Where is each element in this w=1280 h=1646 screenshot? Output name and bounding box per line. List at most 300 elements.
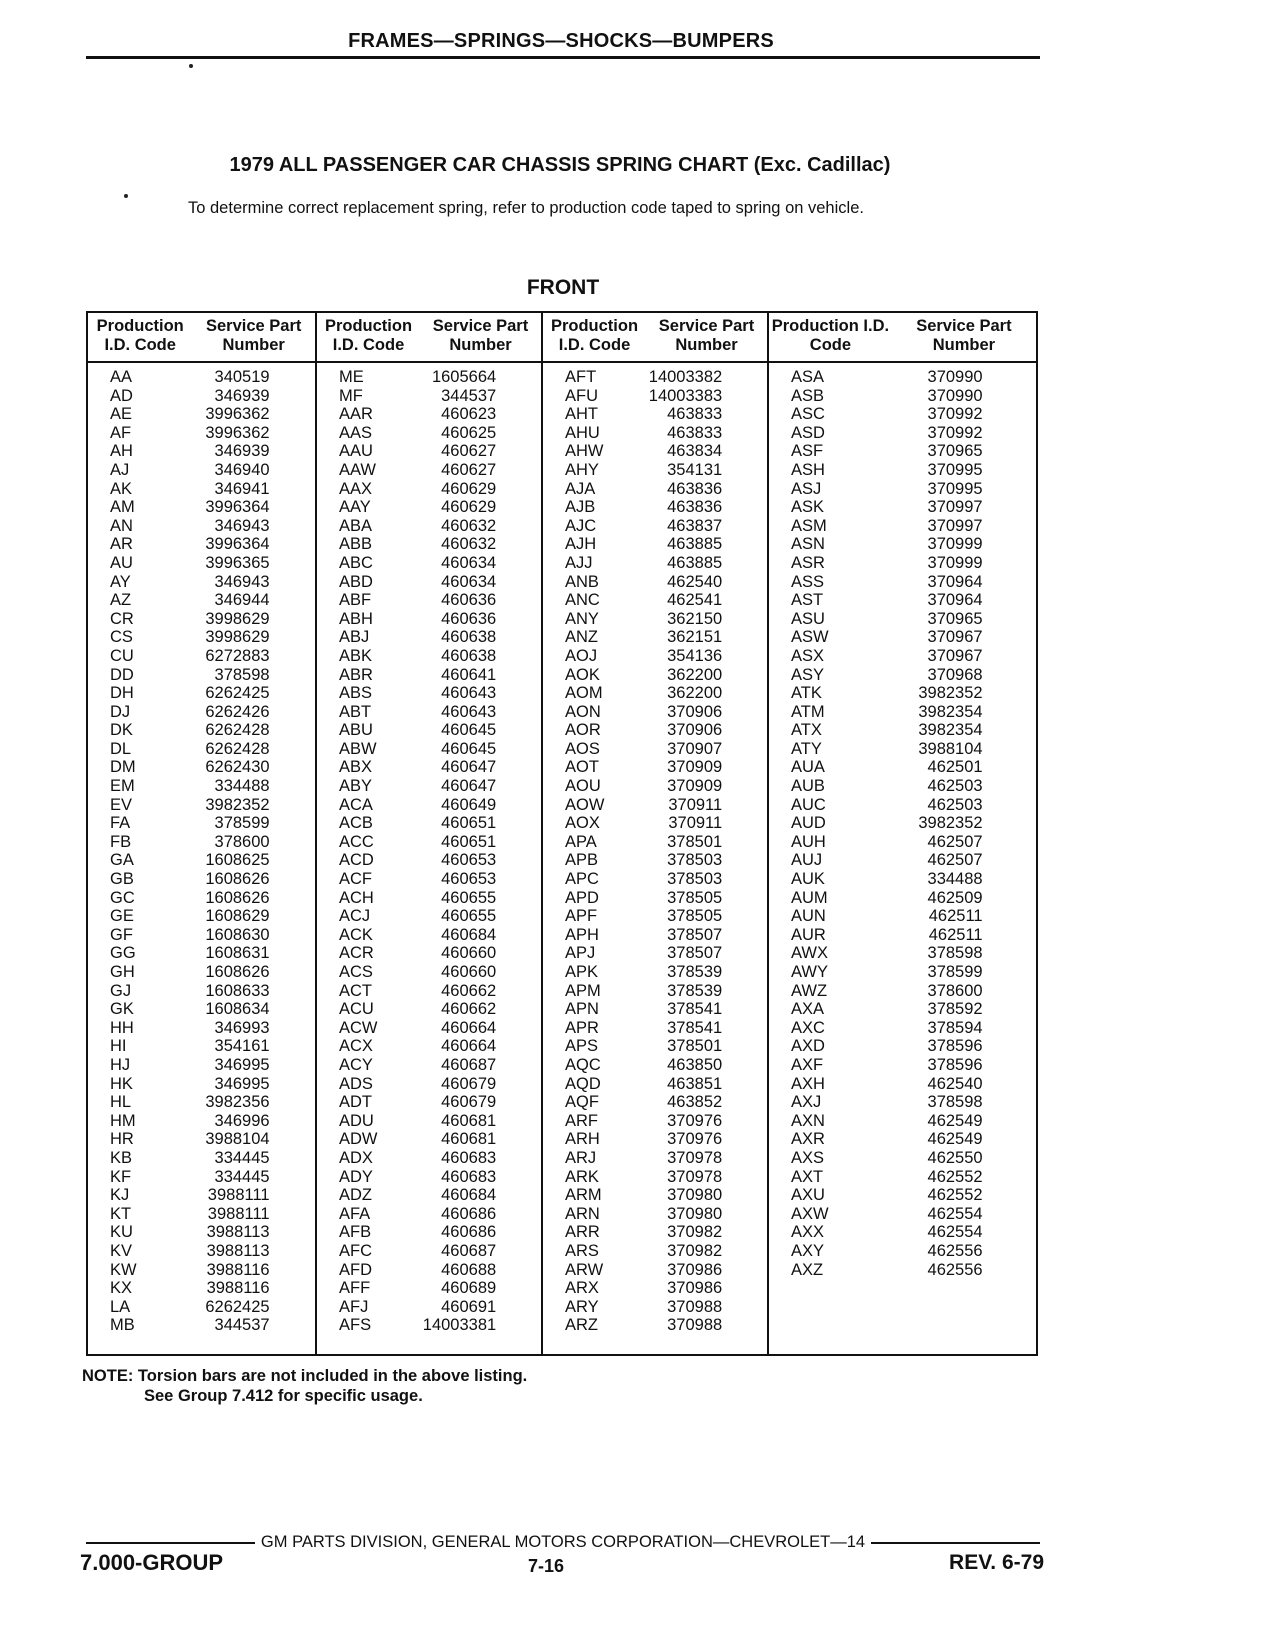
table-row [88,870,315,889]
service-part-number: 462509 [927,888,983,907]
table-row [88,1149,315,1168]
production-code: APR [565,1018,599,1037]
production-code: ADW [339,1130,378,1149]
production-code: CS [110,628,133,647]
table-row [88,1130,315,1149]
production-code: ASX [791,646,825,665]
production-code: AOM [565,684,603,703]
service-part-number: 460643 [441,702,497,721]
production-code: AWY [791,963,828,981]
service-part-number: 460625 [441,423,497,442]
service-part-number: 346939 [214,386,270,405]
production-code: APM [565,981,601,1000]
production-code: AXD [791,1037,825,1056]
table-row [543,405,767,424]
service-part-number: 460629 [441,498,497,517]
service-part-number: 14003381 [422,1316,497,1335]
production-code: ABC [339,553,373,572]
table-row [88,424,315,443]
production-code: AST [791,591,824,610]
table-row [88,944,315,963]
header-service-part: Service Part Number [432,317,529,354]
header-production-code: Production I.D. Code [771,317,890,354]
table-row [317,1223,541,1242]
service-part-number: 378598 [927,1093,983,1112]
production-code: CU [110,646,134,665]
production-code: APF [565,907,598,926]
service-part-number: 460683 [441,1167,497,1186]
service-part-number: 370992 [927,423,983,442]
service-part-number: 362200 [667,684,723,703]
service-part-number: 346995 [214,1074,270,1093]
table-row [543,833,767,852]
service-part-number: 3988113 [206,1241,270,1260]
service-part-number: 460645 [441,739,497,758]
table-row [88,851,315,870]
table-row [543,982,767,1001]
table-row [543,1112,767,1131]
service-part-number: 378503 [667,851,723,870]
production-code: ATM [791,702,825,721]
service-part-number: 460655 [441,907,497,926]
service-part-number: 462511 [928,925,983,944]
table-row [543,424,767,443]
table-row [88,1261,315,1280]
table-row [317,926,541,945]
table-row [769,740,1036,759]
production-code: AZ [110,591,132,610]
production-code: ME [339,368,364,386]
table-row [543,1168,767,1187]
service-part-number: 378594 [927,1018,983,1037]
production-code: ABY [339,777,373,796]
service-part-number: 460655 [441,888,497,907]
service-part-number: 370980 [667,1186,723,1205]
production-code: GG [110,944,136,963]
service-part-number: 370964 [927,572,983,591]
service-part-number: 370988 [667,1316,723,1335]
table-row [769,907,1036,926]
table-row [88,628,315,647]
service-part-number: 1605664 [431,368,497,386]
service-part-number: 378598 [927,944,983,963]
service-part-number: 462541 [667,591,723,610]
production-code: AR [110,535,133,554]
production-code: ANB [565,572,599,591]
production-code: ABS [339,684,373,703]
service-part-number: 370906 [667,721,723,740]
service-part-number: 3996362 [205,405,270,424]
footer-group: 7.000-GROUP [80,1550,224,1575]
production-code: AXY [791,1241,825,1260]
production-code: ATY [791,739,822,758]
production-code: HJ [110,1055,131,1074]
service-part-number: 462503 [927,777,983,796]
service-part-number: 6262430 [205,758,270,777]
table-row [317,1000,541,1019]
table-row [317,1205,541,1224]
production-code: HR [110,1130,134,1149]
production-code: AN [110,516,133,535]
service-part-number: 340519 [214,368,270,386]
table-row [88,1093,315,1112]
service-part-number: 346944 [214,591,270,610]
production-code: ANC [565,591,600,610]
service-part-number: 460684 [441,1186,497,1205]
table-row [543,1037,767,1056]
production-code: AOU [565,777,601,796]
table-row [543,1223,767,1242]
table-row [317,721,541,740]
production-code: ADS [339,1074,373,1093]
bullet-mark [124,194,128,198]
service-part-number: 6262428 [205,721,270,740]
service-part-number: 362200 [667,665,723,684]
service-part-number: 334488 [214,777,270,796]
table-row [543,1261,767,1280]
table-row [543,870,767,889]
table-row [88,963,315,982]
table-row [543,1279,767,1298]
column-header [317,313,541,363]
production-code: AUA [791,758,825,777]
table-row [769,591,1036,610]
table-row [769,1186,1036,1205]
service-part-number: 370982 [667,1241,723,1260]
production-code: ABT [339,702,372,721]
table-row [769,647,1036,666]
table-row [769,1168,1036,1187]
service-part-number: 378507 [667,925,723,944]
table-row [769,963,1036,982]
table-row [317,870,541,889]
service-part-number: 460627 [441,442,497,461]
table-row [543,1205,767,1224]
table-row [317,573,541,592]
service-part-number: 378541 [667,1000,723,1019]
production-code: AHT [565,405,598,424]
production-code: AUJ [791,851,823,870]
production-code: AAU [339,442,373,461]
production-code: ACB [339,814,373,833]
service-part-number: 1608626 [205,888,270,907]
service-part-number: 3996365 [205,553,270,572]
production-code: CR [110,609,134,628]
service-part-number: 14003383 [648,386,723,405]
service-part-number: 370909 [667,777,723,796]
table-column-1 [88,313,317,1354]
table-row [88,517,315,536]
service-part-number: 370967 [927,646,983,665]
table-row [769,1056,1036,1075]
table-row [769,1261,1036,1280]
table-column-3 [543,313,769,1354]
header-service-part: Service Part Number [658,317,755,354]
service-part-number: 370911 [668,814,723,833]
production-code: AQF [565,1093,599,1112]
table-row [317,1112,541,1131]
service-part-number: 334488 [927,870,983,889]
production-code: AAS [339,423,373,442]
spring-chart-table [86,311,1038,1356]
table-row [769,1019,1036,1038]
service-part-number: 334445 [214,1167,270,1186]
table-row [88,1075,315,1094]
note-line-1: NOTE: Torsion bars are not included in the above listing. [82,1367,528,1385]
service-part-number: 460660 [441,963,497,981]
production-code: AAX [339,479,373,498]
production-code: AXW [791,1204,829,1223]
production-code: AUH [791,832,826,851]
production-code: ASC [791,405,825,424]
service-part-number: 1608626 [205,963,270,981]
service-part-number: 462507 [927,851,983,870]
production-code: AJ [110,460,130,479]
table-row [543,1075,767,1094]
table-row [317,387,541,406]
column-rows [769,363,1036,1279]
table-column-4 [769,313,1036,1354]
service-part-number: 463851 [667,1074,723,1093]
service-part-number: 370965 [927,609,983,628]
table-row [769,424,1036,443]
service-part-number: 6272883 [205,646,270,665]
service-part-number: 370999 [927,535,983,554]
table-row [88,666,315,685]
table-row [88,1056,315,1075]
production-code: GB [110,870,134,889]
production-code: HK [110,1074,133,1093]
table-row [769,926,1036,945]
production-code: APA [565,832,597,851]
table-row [543,498,767,517]
production-code: AE [110,405,133,424]
table-row [88,610,315,629]
service-part-number: 460634 [441,553,497,572]
service-part-number: 463836 [667,498,723,517]
production-code: AAY [339,498,371,517]
service-part-number: 1608626 [205,870,270,889]
production-code: ASU [791,609,825,628]
production-code: GA [110,851,134,870]
production-code: GE [110,907,134,926]
table-row [769,461,1036,480]
production-code: GC [110,888,135,907]
production-code: AA [110,368,133,386]
production-code: ASA [791,368,825,386]
header-rule [86,56,1040,59]
service-part-number: 6262425 [205,1297,270,1316]
table-row [317,703,541,722]
service-part-number: 460664 [441,1037,497,1056]
service-part-number: 362151 [667,628,723,647]
service-part-number: 370978 [667,1148,723,1167]
table-row [769,684,1036,703]
table-row [543,535,767,554]
service-part-number: 3988104 [205,1130,270,1149]
production-code: AOW [565,795,605,814]
table-row [769,1205,1036,1224]
production-code: ABA [339,516,373,535]
table-row [317,851,541,870]
table-row [543,554,767,573]
production-code: AOJ [565,646,598,665]
service-part-number: 3998629 [205,628,270,647]
production-code: AH [110,442,133,461]
production-code: APK [565,963,599,981]
footer-revision: REV. 6-79 [949,1551,1044,1574]
table-row [769,1242,1036,1261]
service-part-number: 370990 [927,386,983,405]
service-part-number: 370907 [667,739,723,758]
service-part-number: 460638 [441,646,497,665]
production-code: AF [110,423,132,442]
production-code: AOS [565,739,600,758]
table-row [88,703,315,722]
table-row [317,1186,541,1205]
footer-division-line [86,1533,1040,1552]
service-part-number: 3988113 [206,1223,270,1242]
production-code: ARR [565,1223,600,1242]
production-code: AUR [791,925,826,944]
service-part-number: 463885 [667,535,723,554]
table-row [543,480,767,499]
table-row [543,666,767,685]
service-part-number: 378539 [667,981,723,1000]
service-part-number: 370990 [927,368,983,386]
service-part-number: 370909 [667,758,723,777]
service-part-number: 1608625 [205,851,270,870]
service-part-number: 460636 [441,609,497,628]
production-code: AM [110,498,135,517]
service-part-number: 378503 [667,870,723,889]
scan-speck [189,64,193,68]
production-code: KT [110,1204,132,1223]
service-part-number: 460636 [441,591,497,610]
production-code: AOK [565,665,600,684]
table-row [317,498,541,517]
service-part-number: 3982352 [918,814,983,833]
production-code: GF [110,925,133,944]
production-code: AXZ [791,1260,824,1279]
production-code: ABF [339,591,372,610]
service-part-number: 344537 [441,386,497,405]
production-code: AAW [339,460,376,479]
table-row [769,1223,1036,1242]
table-row [88,684,315,703]
service-part-number: 6262426 [205,702,270,721]
service-part-number: 3988116 [206,1260,270,1279]
table-row [317,1261,541,1280]
production-code: ACU [339,1000,374,1019]
production-code: FA [110,814,131,833]
production-code: ACH [339,888,374,907]
table-row [543,796,767,815]
production-code: HL [110,1093,132,1112]
table-row [88,777,315,796]
table-row [769,610,1036,629]
service-part-number: 370906 [667,702,723,721]
table-row [543,1000,767,1019]
table-row [88,1112,315,1131]
service-part-number: 354131 [667,460,723,479]
production-code: ARJ [565,1148,597,1167]
production-code: AXT [791,1167,824,1186]
table-row [769,554,1036,573]
service-part-number: 462503 [927,795,983,814]
production-code: ADY [339,1167,373,1186]
production-code: MF [339,386,363,405]
table-row [769,870,1036,889]
production-code: AOT [565,758,599,777]
service-part-number: 460629 [441,479,497,498]
production-code: ASK [791,498,825,517]
production-code: ASN [791,535,825,554]
table-row [543,814,767,833]
production-code: ASF [791,442,824,461]
column-rows [317,363,541,1335]
table-row [769,1000,1036,1019]
service-part-number: 370978 [667,1167,723,1186]
table-row [543,889,767,908]
production-code: AJC [565,516,597,535]
production-code: EV [110,795,133,814]
production-code: ARF [565,1111,598,1130]
service-part-number: 3998629 [205,609,270,628]
table-row [88,535,315,554]
production-code: AXS [791,1148,825,1167]
service-part-number: 378599 [214,814,270,833]
table-row [317,684,541,703]
table-row [88,926,315,945]
table-row [543,1316,767,1335]
service-part-number: 370992 [927,405,983,424]
service-part-number: 370995 [927,460,983,479]
production-code: ABU [339,721,373,740]
production-code: KX [110,1279,133,1298]
production-code: KU [110,1223,133,1242]
production-code: ADX [339,1148,373,1167]
table-row [543,1298,767,1317]
table-column-2 [317,313,543,1354]
table-row [769,442,1036,461]
service-part-number: 1608631 [205,944,270,963]
table-row [769,777,1036,796]
production-code: ARY [565,1297,599,1316]
table-row [317,1298,541,1317]
service-part-number: 378505 [667,907,723,926]
production-code: AK [110,479,133,498]
service-part-number: 346943 [214,516,270,535]
service-part-number: 460662 [441,1000,497,1019]
service-part-number: 462554 [927,1223,983,1242]
production-code: ASJ [791,479,822,498]
column-rows [543,363,767,1335]
production-code: AXX [791,1223,825,1242]
service-part-number: 6262428 [205,739,270,758]
production-code: ABB [339,535,373,554]
table-row [769,1037,1036,1056]
service-part-number: 370976 [667,1111,723,1130]
table-row [769,628,1036,647]
service-part-number: 378541 [667,1018,723,1037]
production-code: AUN [791,907,826,926]
footer-division-text: GM PARTS DIVISION, GENERAL MOTORS CORPORATION—CHEVROLET—14 [260,1533,866,1551]
production-code: ASR [791,553,825,572]
table-row [543,926,767,945]
production-code: ACT [339,981,372,1000]
production-code: ACA [339,795,373,814]
